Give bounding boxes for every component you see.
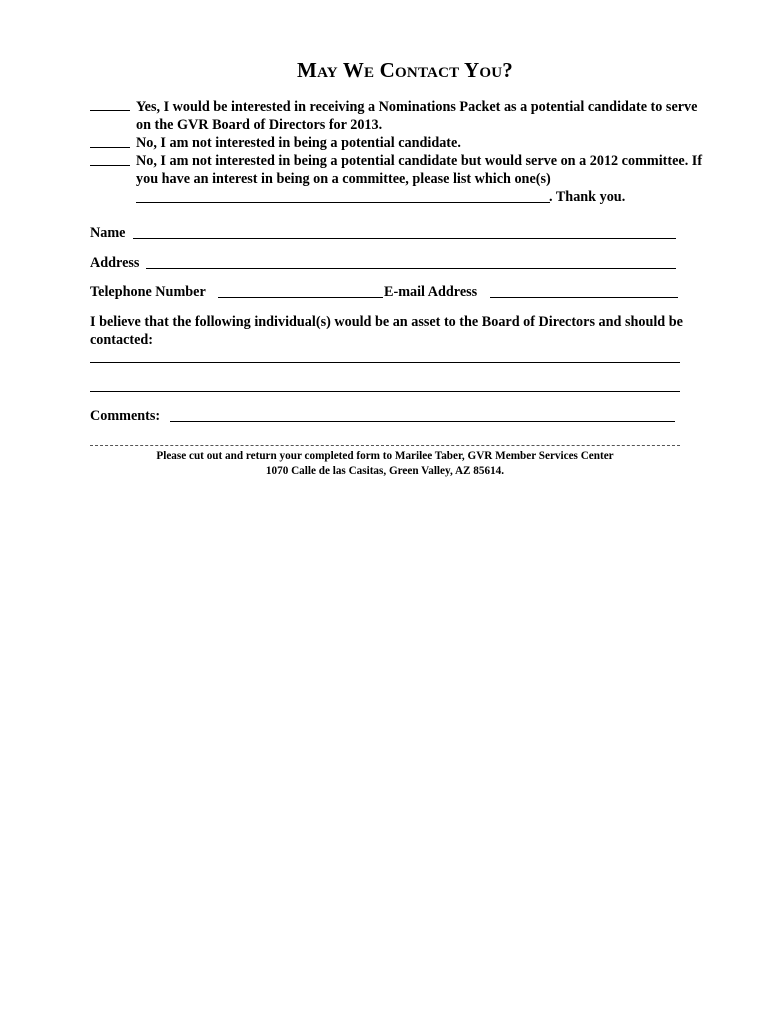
committee-list-field[interactable] — [136, 202, 550, 203]
recommend-field-line-1[interactable] — [90, 362, 680, 363]
cut-line-divider — [90, 445, 680, 446]
option-committee-line2: you have an interest in being on a committee, please list which one(s) — [136, 171, 551, 187]
option-yes-line2: on the GVR Board of Directors for 2013. — [136, 117, 383, 133]
option-not-candidate-line1: No, I am not interested in being a potential candidate. — [136, 135, 461, 151]
telephone-label: Telephone Number — [90, 284, 206, 300]
recommend-individuals-text: I believe that the following individual(s) would be an asset to the Board of Directors and should be contacted: — [90, 314, 683, 348]
option-not-candidate-text — [136, 134, 756, 152]
option-not-candidate-checkbox-blank[interactable] — [90, 147, 130, 148]
footer-address: 1070 Calle de las Casitas, Green Valley, AZ 85614. — [265, 465, 505, 477]
option-yes-checkbox-blank[interactable] — [90, 110, 130, 111]
footer-return-instructions: Please cut out and return your completed form to Marilee Taber, GVR Member Services Center — [156, 450, 614, 462]
option-committee-checkbox-blank[interactable] — [90, 165, 130, 166]
option-committee-line1: No, I am not interested in being a potential candidate but would serve on a 2012 committee. If — [136, 153, 703, 169]
page-title: May We Contact You? — [297, 58, 513, 82]
email-field[interactable] — [490, 297, 678, 298]
option-yes-line1: Yes, I would be interested in receiving a Nominations Packet as a potential candidate to serve — [136, 99, 698, 115]
comments-label: Comments: — [90, 408, 161, 424]
comments-field[interactable] — [170, 421, 675, 422]
recommend-field-line-2[interactable] — [90, 391, 680, 392]
telephone-field[interactable] — [218, 297, 383, 298]
email-label: E-mail Address — [384, 284, 478, 300]
address-field[interactable] — [146, 268, 676, 269]
option-yes-text — [136, 98, 756, 134]
address-label: Address — [90, 255, 140, 271]
thank-you-text: . Thank you. — [549, 189, 626, 205]
name-field[interactable] — [133, 238, 676, 239]
option-committee-text — [136, 152, 756, 188]
name-label: Name — [90, 225, 126, 241]
